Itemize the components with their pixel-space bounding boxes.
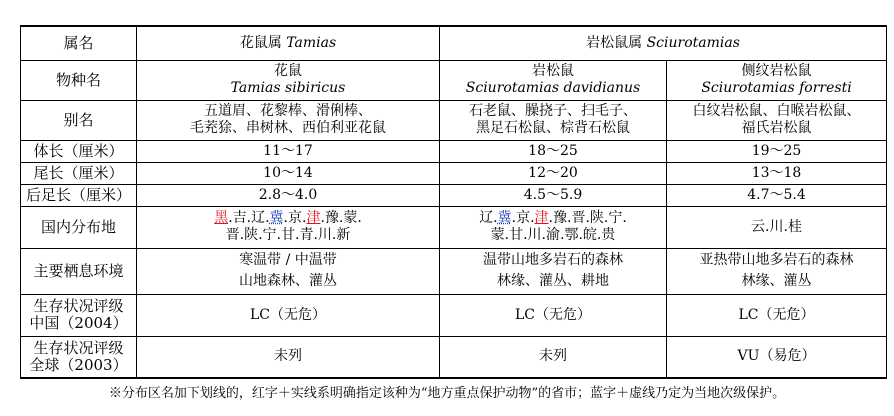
habitat-davidianus-cell xyxy=(440,248,667,294)
alias-davidianus-cell xyxy=(440,100,667,140)
tail-length-label: 尾长（厘米） xyxy=(21,162,137,184)
distribution-tamias-line2: 晋.陕.宁.甘.青.川.新 xyxy=(225,227,351,243)
habitat-label: 主要栖息环境 xyxy=(21,248,137,294)
province-ji-marked: 冀 xyxy=(497,210,512,226)
distribution-label: 国内分布地 xyxy=(21,206,137,248)
genus-sciurotamias-latin: Sciurotamias xyxy=(646,34,740,51)
china-status-label-line2: 中国（2004） xyxy=(29,314,128,332)
habitat-row xyxy=(21,248,887,294)
global-status-label-line1: 生存状况评级 xyxy=(33,338,124,357)
province-text: .豫.晋.陕.宁. xyxy=(548,210,627,226)
habitat-tamias-cell xyxy=(137,248,440,294)
distribution-davidianus-line1 xyxy=(442,210,664,227)
alias-forresti-line1: 白纹岩松鼠、白喉岩松鼠、 xyxy=(692,103,861,119)
tail-length-row xyxy=(21,162,887,184)
genus-row xyxy=(21,26,887,60)
genus-tamias-latin: Tamias xyxy=(286,34,337,51)
global-status-label xyxy=(21,336,137,378)
alias-tamias-cell xyxy=(137,100,440,140)
body-length-davidianus: 18～25 xyxy=(440,140,667,162)
genus-sciurotamias-name: 岩松鼠属 xyxy=(586,34,647,51)
distribution-tamias-line1 xyxy=(139,210,437,227)
genus-label: 属名 xyxy=(21,26,137,60)
alias-tamias-line2: 毛茺狳、串树林、西伯利亚花鼠 xyxy=(190,120,386,136)
alias-row xyxy=(21,100,887,140)
distribution-tamias-cell xyxy=(137,206,440,248)
province-jin-marked: 津 xyxy=(534,210,549,226)
distribution-davidianus-cell xyxy=(440,206,667,248)
hind-foot-tamias: 2.8～4.0 xyxy=(137,184,440,206)
province-text: 辽. xyxy=(479,210,498,226)
china-status-row xyxy=(21,294,887,336)
distribution-row xyxy=(21,206,887,248)
china-status-label xyxy=(21,294,137,336)
china-status-tamias: LC（无危） xyxy=(137,294,440,336)
habitat-tamias-line2: 山地森林、灌丛 xyxy=(239,273,337,289)
china-status-label-line1: 生存状况评级 xyxy=(33,297,124,315)
species-davidianus-cn: 岩松鼠 xyxy=(532,63,574,79)
species-forresti-cell xyxy=(667,60,887,100)
species-tamias-latin: Tamias sibiricus xyxy=(230,80,346,96)
alias-davidianus-line2: 黑足石松鼠、棕背石松鼠 xyxy=(476,120,630,136)
province-hei-marked: 黑 xyxy=(214,210,229,226)
species-row xyxy=(21,60,887,100)
global-status-label-line2: 全球（2003） xyxy=(29,355,128,374)
province-text: .京. xyxy=(283,210,307,226)
body-length-row xyxy=(21,140,887,162)
body-length-forresti: 19～25 xyxy=(667,140,887,162)
tail-length-tamias: 10～14 xyxy=(137,162,440,184)
habitat-davidianus-line1: 温带山地多岩石的森林 xyxy=(483,252,623,268)
china-status-forresti: LC（无危） xyxy=(667,294,887,336)
province-text: .京. xyxy=(511,210,535,226)
global-status-row xyxy=(21,336,887,378)
province-jin-marked: 津 xyxy=(306,210,321,226)
global-status-forresti: VU（易危） xyxy=(667,336,887,378)
global-status-davidianus: 未列 xyxy=(440,336,667,378)
species-tamias-cn: 花鼠 xyxy=(274,63,302,79)
species-tamias-cell xyxy=(137,60,440,100)
province-text: .吉.辽. xyxy=(228,210,270,226)
habitat-davidianus-line2: 林缘、灌丛、耕地 xyxy=(497,273,609,289)
tail-length-forresti: 13～18 xyxy=(667,162,887,184)
alias-tamias-line1: 五道眉、花黎棒、滑俐棒、 xyxy=(204,103,372,119)
hind-foot-davidianus: 4.5～5.9 xyxy=(440,184,667,206)
habitat-forresti-line2: 林缘、灌丛 xyxy=(741,273,812,289)
species-label: 物种名 xyxy=(21,60,137,100)
distribution-davidianus-line2: 蒙.甘.川.渝.鄂.皖.贵 xyxy=(490,227,616,243)
alias-forresti-line2: 福氏岩松鼠 xyxy=(741,120,812,136)
species-davidianus-latin: Sciurotamias davidianus xyxy=(465,80,641,96)
alias-davidianus-line1: 石老鼠、臊挠子、扫毛子、 xyxy=(469,103,637,119)
province-ji-marked: 冀 xyxy=(269,210,284,226)
province-text: .豫.蒙. xyxy=(320,210,362,226)
species-comparison-table xyxy=(20,25,887,379)
distribution-forresti: 云.川.桂 xyxy=(667,206,887,248)
genus-tamias-cell xyxy=(137,26,440,60)
body-length-label: 体长（厘米） xyxy=(21,140,137,162)
alias-forresti-cell xyxy=(667,100,887,140)
habitat-forresti-cell xyxy=(667,248,887,294)
species-forresti-latin: Sciurotamias forresti xyxy=(701,80,852,96)
hind-foot-forresti: 4.7～5.4 xyxy=(667,184,887,206)
body-length-tamias: 11～17 xyxy=(137,140,440,162)
species-davidianus-cell xyxy=(440,60,667,100)
species-forresti-cn: 侧纹岩松鼠 xyxy=(741,63,812,79)
alias-label: 别名 xyxy=(21,100,137,140)
footnote: ※分布区名加下划线的，红字＋实线系明确指定该种为“地方重点保护动物”的省市；蓝字＋虚线乃定为当地次级保护。 xyxy=(108,386,786,401)
hind-foot-label: 后足长（厘米） xyxy=(21,184,137,206)
hind-foot-row xyxy=(21,184,887,206)
genus-sciurotamias-cell xyxy=(440,26,887,60)
habitat-tamias-line1: 寒温带 / 中温带 xyxy=(239,252,337,268)
global-status-tamias: 未列 xyxy=(137,336,440,378)
habitat-forresti-line1: 亚热带山地多岩石的森林 xyxy=(699,252,854,268)
tail-length-davidianus: 12～20 xyxy=(440,162,667,184)
china-status-davidianus: LC（无危） xyxy=(440,294,667,336)
genus-tamias-name: 花鼠属 xyxy=(239,34,287,51)
